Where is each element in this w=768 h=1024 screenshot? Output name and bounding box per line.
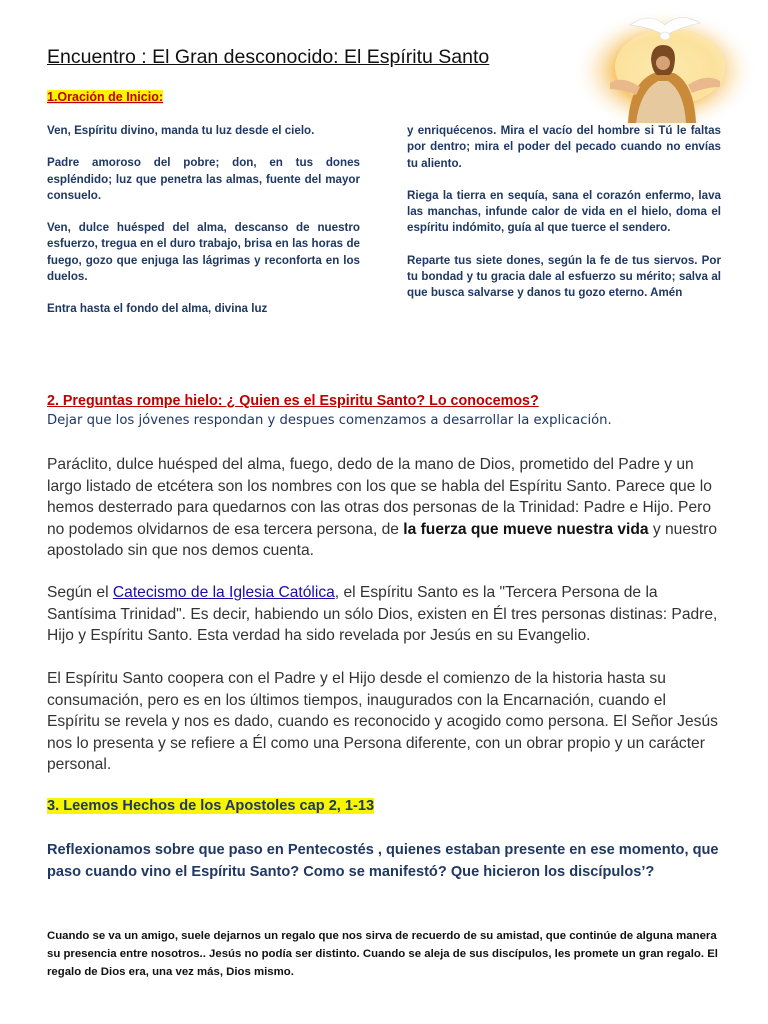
paragraph-paraclete: Paráclito, dulce huésped del alma, fuego, dedo de la mano de Dios, prometido del Padre y un largo listado de etcétera son los nombres con los que se habla del Espíritu Santo. Parece que lo hemos desterrado para quedarnos con las otras dos personas de la Trinidad: Padre e Hijo. Pero no podemos olvidarnos de esa tercera persona, de la fuerza que mueve nuestra vida y nuestro apostolado sin que nos demos cuenta.	[47, 456, 718, 559]
prayer-column-right	[407, 123, 721, 318]
section-heading-opening-prayer: 1.Oración de Inicio:	[47, 90, 163, 104]
page-title: Encuentro : El Gran desconocido: El Espíritu Santo	[47, 46, 490, 68]
section-heading-acts-reading: 3. Leemos Hechos de los Apostoles cap 2, 1-13	[47, 798, 375, 814]
holy-spirit-illustration	[570, 3, 760, 135]
catechism-link[interactable]: Catecismo de la Iglesia Católica	[112, 584, 335, 601]
reflection-questions: Reflexionamos sobre que paso en Pentecostés , quienes estaban presente en ese momento, que paso cuando vino el Espíritu Santo? Como se manifestó? Que hicieron los discípulos’?	[47, 842, 719, 880]
section-heading-icebreaker: 2. Preguntas rompe hielo: ¿ Quien es el Espiritu Santo? Lo conocemos?	[47, 393, 539, 409]
paragraph-cooperation: El Espíritu Santo coopera con el Padre y el Hijo desde el comienzo de la historia hasta su consumación, pero es en los últimos tiempos, inaugurados con la Encarnación, cuando el Espíritu se revela y nos es dado, cuando es reconocido y acogido como persona. El Señor Jesús nos lo presenta y se refiere a Él como una Persona diferente, con un obrar propio y un carácter personal.	[47, 670, 718, 773]
prayer-stanza: Entra hasta el fondo del alma, divina luz	[47, 302, 268, 316]
prayer-column-left	[47, 123, 360, 334]
closing-paragraph: Cuando se va un amigo, suele dejarnos un regalo que nos sirva de recuerdo de su amistad, que continúe de alguna manera su presencia entre nosotros.. Jesús no podía ser distinto. Cuando se aleja de sus discípulos, les promete un gran regalo. El regalo de Dios era, una vez más, Dios mismo.	[47, 930, 718, 978]
prayer-stanza: Padre amoroso del pobre; don, en tus dones espléndido; luz que penetra las almas, fuente del mayor consuelo.	[47, 156, 360, 202]
prayer-stanza: Riega la tierra en sequía, sana el corazón enfermo, lava las manchas, infunde calor de vida en el hielo, doma el espíritu indómito, guía al que tuerce el sendero.	[407, 188, 721, 235]
bold-phrase: la fuerza que mueve nuestra vida	[403, 520, 649, 538]
prayer-stanza: y enriquécenos. Mira el vacío del hombre si Tú le faltas por dentro; mira el poder del pecado cuando no envías tu aliento.	[407, 124, 721, 170]
icebreaker-instruction: Dejar que los jóvenes respondan y despues comenzamos a desarrollar la explicación.	[47, 413, 612, 428]
prayer-stanza: Ven, dulce huésped del alma, descanso de nuestro esfuerzo, tregua en el duro trabajo, brisa en las horas de fuego, gozo que enjuga las lágrimas y reconforta en los duelos.	[47, 221, 360, 284]
prayer-stanza: Ven, Espíritu divino, manda tu luz desde el cielo.	[47, 124, 315, 137]
paragraph-catechism: Según el Catecismo de la Iglesia Católica, el Espíritu Santo es la "Tercera Persona de la Santísima Trinidad". Es decir, habiendo un sólo Dios, existen en Él tres personas distinas: Padre, Hijo y Espíritu Santo. Esta verdad ha sido revelada por Jesús en su Evangelio.	[47, 584, 718, 644]
prayer-stanza: Reparte tus siete dones, según la fe de tus siervos. Por tu bondad y tu gracia dale al esfuerzo su mérito; salva al que busca salvarse y danos tu gozo eterno. Amén	[407, 253, 721, 300]
